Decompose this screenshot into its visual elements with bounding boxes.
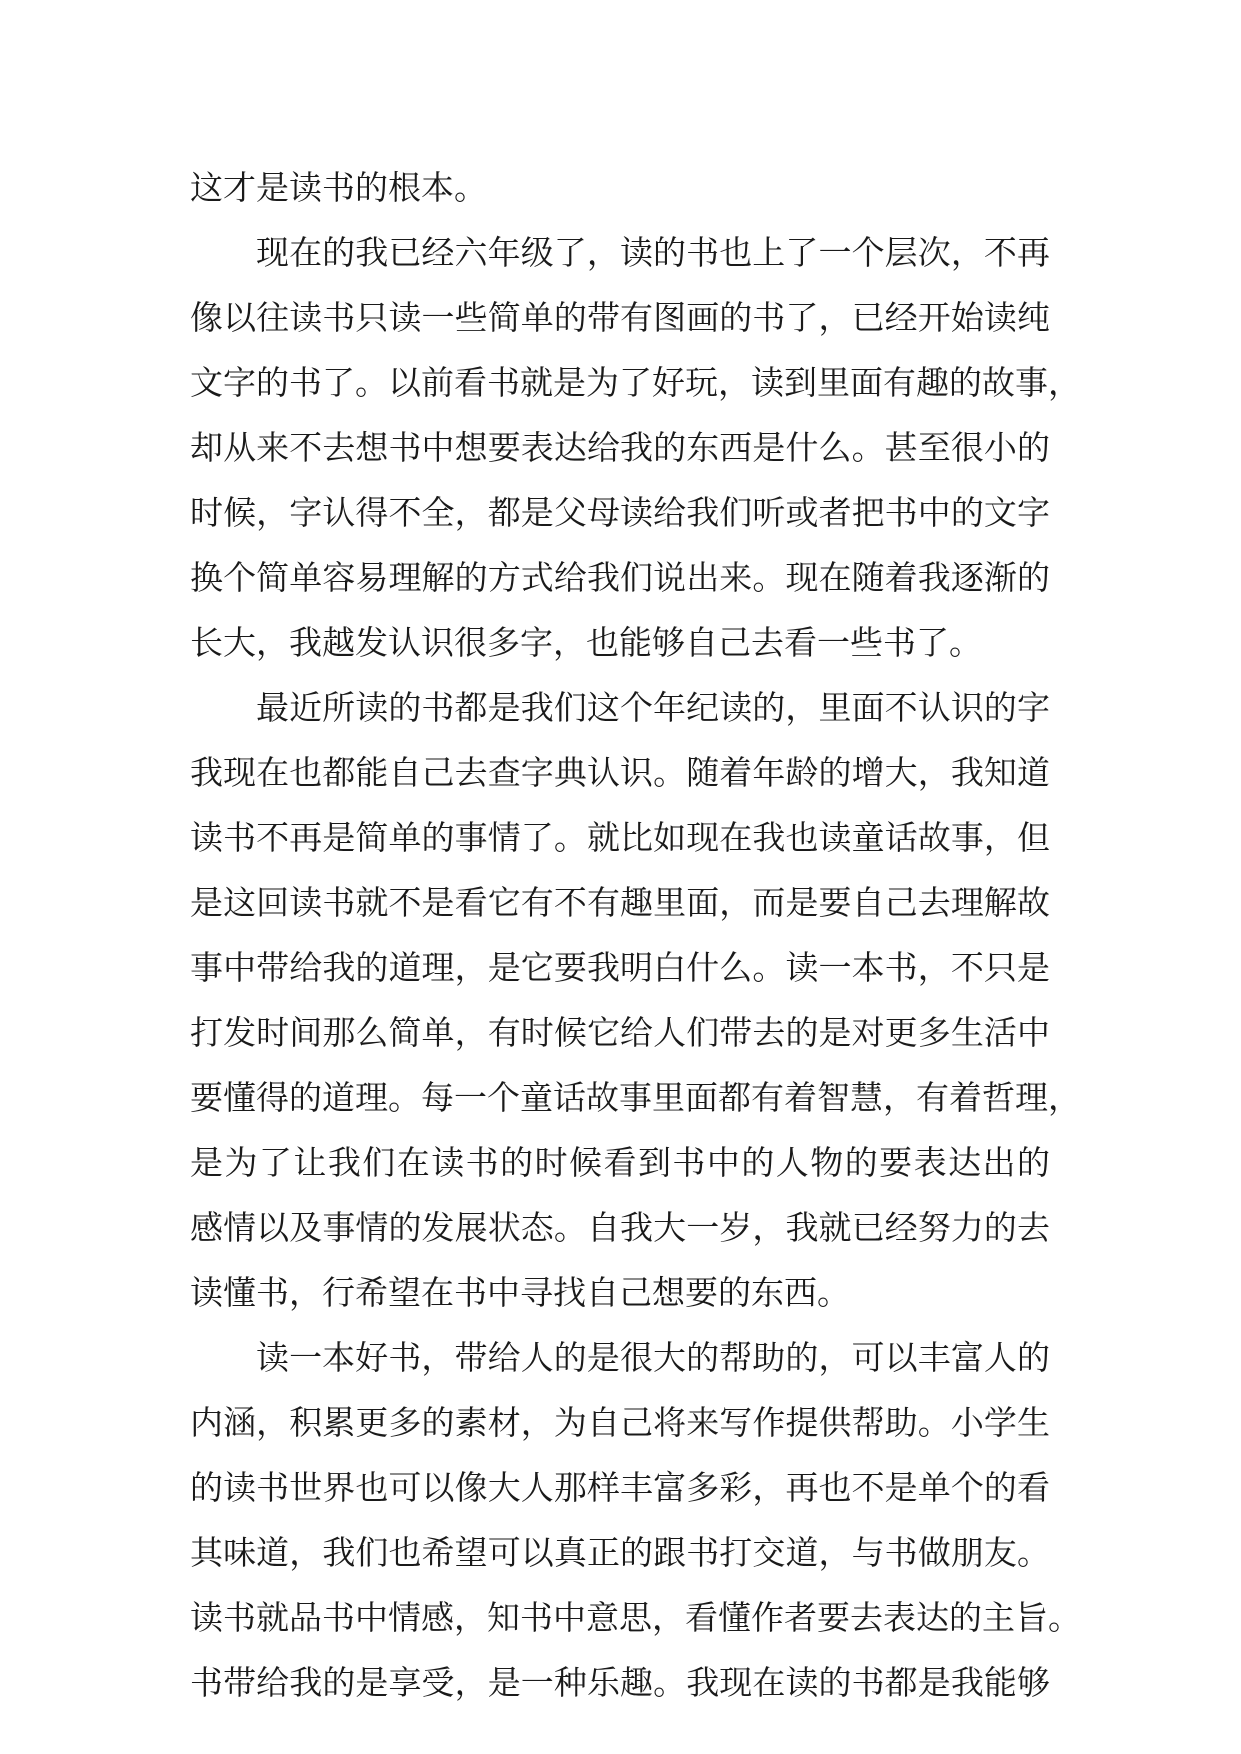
- text-line: 是这回读书就不是看它有不有趣里面，而是要自己去理解故: [190, 883, 1050, 922]
- text-line: 时候，字认得不全，都是父母读给我们听或者把书中的文字: [190, 493, 1050, 532]
- text-line: 我现在也都能自己去查字典认识。随着年龄的增大，我知道: [190, 753, 1050, 792]
- text-line: 读懂书，行希望在书中寻找自己想要的东西。: [190, 1273, 850, 1312]
- text-line: 现在的我已经六年级了，读的书也上了一个层次，不再: [256, 233, 1050, 272]
- text-line: 内涵，积累更多的素材，为自己将来写作提供帮助。小学生: [190, 1403, 1050, 1442]
- text-line: 的读书世界也可以像大人那样丰富多彩，再也不是单个的看: [190, 1468, 1050, 1507]
- text-line: 读书不再是简单的事情了。就比如现在我也读童话故事，但: [190, 818, 1050, 857]
- text-line: 其味道，我们也希望可以真正的跟书打交道，与书做朋友。: [190, 1533, 1050, 1572]
- text-line: 文字的书了。以前看书就是为了好玩，读到里面有趣的故事，: [190, 363, 1081, 402]
- text-line: 这才是读书的根本。: [190, 168, 487, 207]
- text-line: 打发时间那么简单，有时候它给人们带去的是对更多生活中: [190, 1013, 1050, 1052]
- body-text: [190, 155, 1081, 1715]
- text-line: 书带给我的是享受，是一种乐趣。我现在读的书都是我能够: [190, 1663, 1050, 1702]
- text-line: 换个简单容易理解的方式给我们说出来。现在随着我逐渐的: [190, 558, 1050, 597]
- text-line: 读书就品书中情感，知书中意思，看懂作者要去表达的主旨。: [190, 1598, 1081, 1637]
- text-line: 是为了让我们在读书的时候看到书中的人物的要表达出的: [190, 1143, 1050, 1182]
- text-line: 要懂得的道理。每一个童话故事里面都有着智慧，有着哲理，: [190, 1078, 1081, 1117]
- text-line: 却从来不去想书中想要表达给我的东西是什么。甚至很小的: [190, 428, 1050, 467]
- text-line: 长大，我越发认识很多字，也能够自己去看一些书了。: [190, 623, 982, 662]
- text-line: 像以往读书只读一些简单的带有图画的书了，已经开始读纯: [190, 298, 1050, 337]
- text-line: 最近所读的书都是我们这个年纪读的，里面不认识的字: [256, 688, 1050, 727]
- text-line: 读一本好书，带给人的是很大的帮助的，可以丰富人的: [256, 1338, 1050, 1377]
- text-line: 感情以及事情的发展状态。自我大一岁，我就已经努力的去: [190, 1208, 1050, 1247]
- text-line: 事中带给我的道理，是它要我明白什么。读一本书，不只是: [190, 948, 1050, 987]
